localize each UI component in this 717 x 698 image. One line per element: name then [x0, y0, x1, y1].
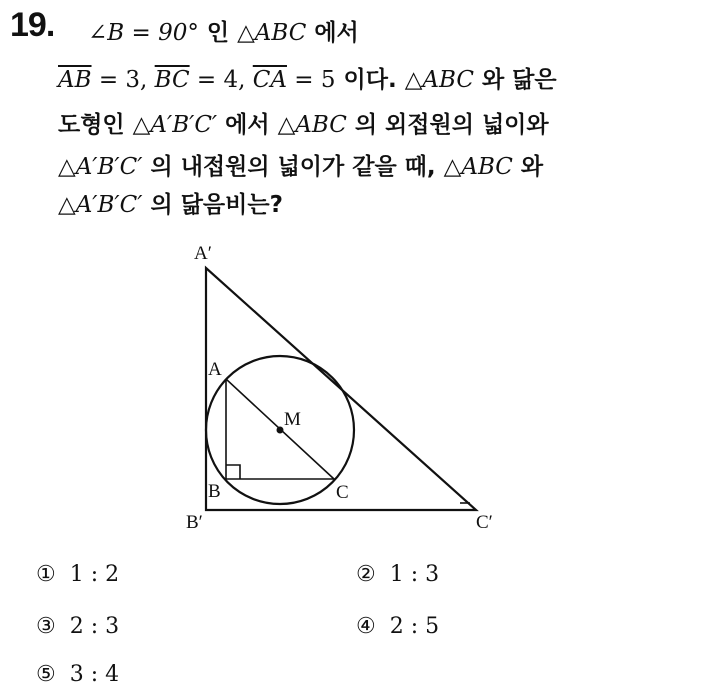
text: 도형인: [58, 112, 133, 138]
label-m: M: [284, 409, 301, 430]
text: 의 닮음비는?: [142, 192, 283, 218]
choice-number: ⑤: [36, 662, 56, 687]
text: 의 내접원의 넓이가 같을 때,: [142, 154, 444, 180]
triangle-abc: △ABC: [277, 112, 347, 138]
ca-value: = 5: [286, 67, 336, 93]
choice-number: ③: [36, 614, 56, 639]
choice-5[interactable]: [36, 662, 119, 687]
bc-value: = 4,: [189, 67, 253, 93]
triangle-abc-prime: △A′B′C′: [132, 112, 218, 138]
label-c-prime: C′: [476, 512, 493, 533]
choice-number: ①: [36, 562, 56, 587]
text: 에서: [217, 112, 278, 138]
triangle-abc-prime: △A′B′C′: [58, 192, 143, 218]
choice-text: 1 : 3: [389, 562, 440, 587]
text: 이다.: [335, 67, 405, 93]
choice-text: 2 : 3: [69, 614, 120, 639]
angle-condition: ∠B = 90°: [88, 20, 199, 46]
triangle-abc: △ABC: [443, 154, 513, 180]
question-line-1: [58, 61, 557, 94]
choice-4[interactable]: [356, 614, 439, 639]
text: 와: [512, 154, 544, 180]
triangle-abc: △ABC: [404, 67, 474, 93]
text: 에서: [306, 20, 359, 46]
text: 의 외접원의 넓이와: [346, 112, 549, 138]
triangle-abc-prime: △A′B′C′: [58, 154, 143, 180]
center-point-m: [277, 427, 284, 434]
choice-number: ②: [356, 562, 376, 587]
question-line-2: [58, 106, 549, 139]
geometry-figure: [180, 232, 520, 542]
label-b: B: [208, 481, 221, 502]
text: 와 닮은: [473, 67, 557, 93]
choice-text: 2 : 5: [389, 614, 440, 639]
question-number: 19.: [10, 6, 55, 44]
text: 인: [198, 20, 238, 46]
choice-number: ④: [356, 614, 376, 639]
label-b-prime: B′: [186, 512, 203, 533]
segment-bc: $\overline{BC}$: [154, 67, 190, 93]
choice-text: 3 : 4: [69, 662, 120, 687]
question-line-0: [88, 14, 359, 47]
triangle-abc: △ABC: [237, 20, 307, 46]
choice-2[interactable]: [356, 562, 439, 587]
segment-ca: $\overline{CA}$: [252, 67, 287, 93]
ab-value: = 3,: [91, 67, 155, 93]
label-a: A: [208, 359, 222, 380]
choice-text: 1 : 2: [69, 562, 120, 587]
right-angle-mark: [226, 465, 240, 479]
label-c: C: [336, 482, 349, 503]
question-line-3: [58, 148, 543, 181]
question-line-4: [58, 186, 283, 219]
choice-3[interactable]: [36, 614, 119, 639]
segment-ab: $\overline{AB}$: [58, 67, 92, 93]
label-a-prime: A′: [194, 243, 212, 264]
choice-1[interactable]: [36, 562, 119, 587]
